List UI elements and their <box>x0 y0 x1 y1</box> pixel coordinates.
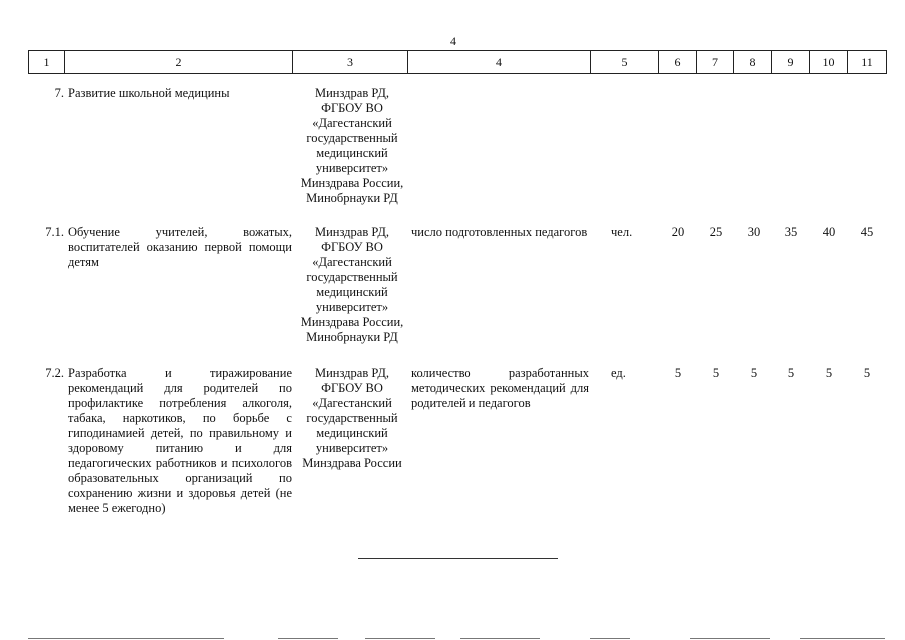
row-number: 7. <box>54 86 64 100</box>
footer-line <box>365 638 435 639</box>
header-col-3: 3 <box>293 51 408 74</box>
footer-line <box>278 638 338 639</box>
value-col-6: 5 <box>674 366 682 380</box>
activity-name: Обучение учителей, вожатых, воспитателей оказанию первой помощи детям <box>68 225 292 269</box>
footer-line <box>590 638 630 639</box>
row-number: 7.2. <box>45 366 64 380</box>
header-col-10: 10 <box>810 51 848 74</box>
header-col-4: 4 <box>408 51 591 74</box>
header-col-11: 11 <box>848 51 887 74</box>
value-col-8: 30 <box>747 225 761 239</box>
value-col-9: 5 <box>787 366 795 380</box>
value-col-6: 20 <box>671 225 685 239</box>
unit: чел. <box>611 225 633 239</box>
value-col-11: 5 <box>863 366 871 380</box>
table-header <box>28 50 887 74</box>
header-col-7: 7 <box>697 51 734 74</box>
value-col-10: 40 <box>822 225 836 239</box>
page-number: 4 <box>450 34 456 48</box>
responsible-executors: Минздрав РД, ФГБОУ ВО «Дагестанский государственный медицинский университет» Минздрава России, Минобрнауки РД <box>300 225 404 344</box>
header-col-1: 1 <box>29 51 65 74</box>
footer-line <box>800 638 885 639</box>
unit: ед. <box>611 366 626 380</box>
row-number: 7.1. <box>45 225 64 239</box>
footer-line <box>460 638 540 639</box>
responsible-executors: Минздрав РД, ФГБОУ ВО «Дагестанский государственный медицинский университет» Минздрава России, Минобрнауки РД <box>300 86 404 205</box>
header-col-6: 6 <box>659 51 697 74</box>
footer-line <box>690 638 770 639</box>
activity-name: Разработка и тиражирование рекомендаций для родителей по профилактике потребления алкоголя, табака, наркотиков, по борьбе с гиподинамией детей, по правильному и здоровому питанию и для педагогических работников и психологов образовательных организаций по сохранению жизни и здоровья детей (не менее 5 ежегодно) <box>68 366 292 515</box>
header-col-8: 8 <box>734 51 772 74</box>
indicator: количество разработанных методических рекомендаций для родителей и педагогов <box>411 366 589 410</box>
footer-line <box>28 638 224 639</box>
indicator: число подготовленных педагогов <box>411 225 588 239</box>
value-col-11: 45 <box>860 225 874 239</box>
value-col-8: 5 <box>750 366 758 380</box>
header-col-9: 9 <box>772 51 810 74</box>
header-col-2: 2 <box>65 51 293 74</box>
value-col-9: 35 <box>784 225 798 239</box>
value-col-7: 25 <box>709 225 723 239</box>
value-col-7: 5 <box>712 366 720 380</box>
value-col-10: 5 <box>825 366 833 380</box>
responsible-executors: Минздрав РД, ФГБОУ ВО «Дагестанский государственный медицинский университет» Минздрава России <box>302 366 402 470</box>
activity-name: Развитие школьной медицины <box>68 86 230 100</box>
header-col-5: 5 <box>591 51 659 74</box>
closing-divider <box>358 558 558 559</box>
